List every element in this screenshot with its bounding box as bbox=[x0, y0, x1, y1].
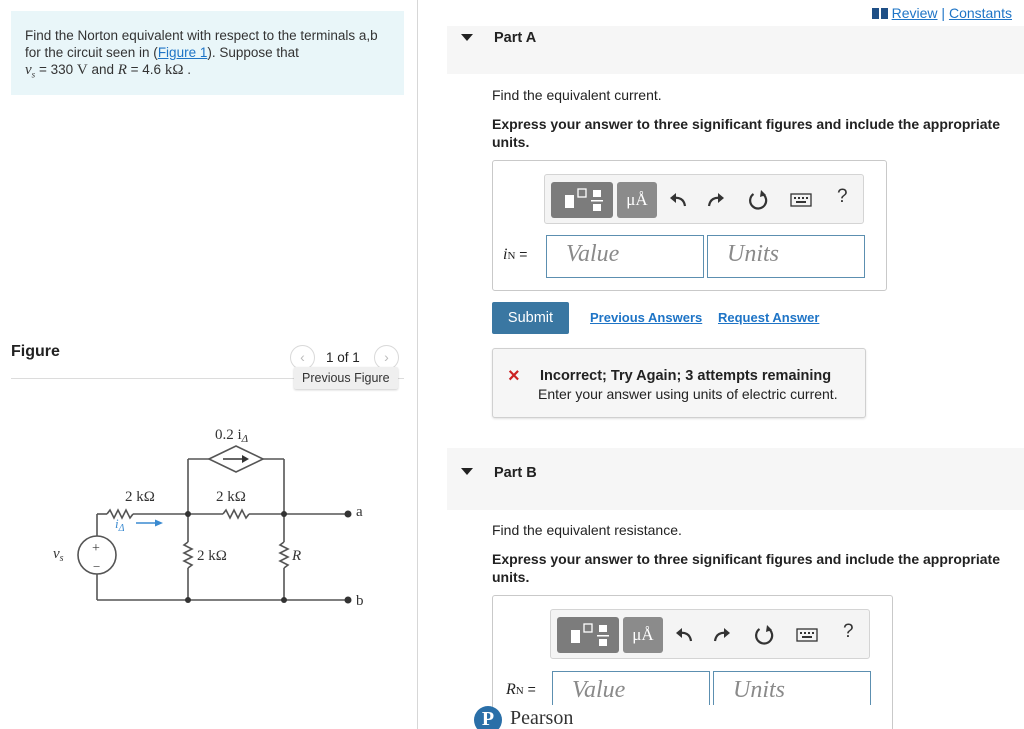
feedback-box bbox=[492, 348, 866, 418]
part-b-title: Part B bbox=[494, 465, 537, 481]
r1-label: 2 kΩ bbox=[125, 489, 155, 505]
book-icon bbox=[872, 8, 888, 19]
reset-icon[interactable] bbox=[747, 189, 769, 211]
submit-button[interactable]: Submit bbox=[492, 302, 569, 334]
minus-sign: − bbox=[93, 559, 101, 574]
caret-down-icon[interactable] bbox=[461, 468, 473, 475]
help-icon[interactable]: ? bbox=[837, 186, 848, 207]
left-panel bbox=[0, 0, 418, 729]
part-b-units-input[interactable]: Units bbox=[713, 671, 871, 705]
part-b-value-input[interactable]: Value bbox=[552, 671, 710, 705]
incorrect-icon: × bbox=[508, 365, 520, 387]
current-arrow-head-icon bbox=[155, 520, 163, 527]
fraction-template-icon bbox=[551, 182, 613, 218]
arrow-head-icon bbox=[242, 455, 249, 463]
plus-sign: + bbox=[92, 541, 100, 556]
part-a-units-input[interactable]: Units bbox=[707, 235, 865, 278]
top-links bbox=[872, 5, 1012, 21]
vs-unit: V bbox=[76, 62, 88, 78]
figure-link[interactable]: Figure 1 bbox=[157, 45, 208, 60]
dep-source-label: 0.2 $i_\Delta$ bbox=[215, 427, 249, 445]
resistor-r1 bbox=[107, 510, 133, 518]
vs-subscript: s bbox=[31, 69, 36, 80]
part-b-instruction: Express your answer to three significant figures and include the appropriate units. bbox=[492, 551, 1001, 585]
chevron-left-icon[interactable]: ‹ bbox=[290, 345, 315, 370]
problem-text: Find the Norton equivalent with respect to the terminals a,b for the circuit seen in ( bbox=[25, 28, 378, 60]
part-a-value-input[interactable]: Value bbox=[546, 235, 704, 278]
previous-figure-tooltip: Previous Figure bbox=[294, 367, 398, 389]
chevron-right-icon[interactable]: › bbox=[374, 345, 399, 370]
request-answer-link[interactable]: Request Answer bbox=[718, 310, 820, 325]
fraction-template-icon bbox=[557, 617, 619, 653]
ia-label: $i_\Delta$ bbox=[115, 516, 125, 534]
part-a-answer-label: iN = bbox=[503, 246, 528, 263]
feedback-message: Enter your answer using units of electric current. bbox=[538, 386, 838, 402]
redo-icon[interactable] bbox=[705, 189, 727, 211]
undo-icon[interactable] bbox=[667, 189, 689, 211]
circuit-diagram bbox=[40, 415, 380, 615]
template-icon[interactable] bbox=[551, 182, 613, 218]
r2-label: 2 kΩ bbox=[216, 489, 246, 505]
part-a-question: Find the equivalent current. bbox=[492, 87, 662, 103]
units-mu-button[interactable]: μÅ bbox=[623, 617, 663, 653]
r-value: = 4.6 bbox=[126, 62, 165, 77]
units-mu-button[interactable]: μÅ bbox=[617, 182, 657, 218]
part-b-answer-label: RN = bbox=[506, 681, 536, 698]
template-icon[interactable] bbox=[557, 617, 619, 653]
redo-icon[interactable] bbox=[711, 624, 733, 646]
problem-text-mid: ). Suppose that bbox=[207, 45, 299, 60]
caret-down-icon[interactable] bbox=[461, 34, 473, 41]
part-b-toolbar bbox=[550, 609, 870, 659]
pearson-brand: Pearson bbox=[510, 707, 574, 729]
previous-answers-link[interactable]: Previous Answers bbox=[590, 310, 703, 325]
resistor-r3 bbox=[184, 542, 192, 568]
resistor-r2 bbox=[223, 510, 249, 518]
reset-icon[interactable] bbox=[753, 624, 775, 646]
terminal-a bbox=[345, 511, 352, 518]
undo-icon[interactable] bbox=[673, 624, 695, 646]
right-panel bbox=[419, 0, 1024, 729]
vs-value: = 330 bbox=[35, 62, 77, 77]
pearson-mark-icon: P bbox=[474, 706, 502, 729]
part-a-answer-box bbox=[492, 160, 887, 291]
node-dot bbox=[281, 597, 287, 603]
problem-statement bbox=[11, 11, 404, 95]
part-a-title: Part A bbox=[494, 30, 537, 46]
vs-symbol: v bbox=[25, 62, 32, 78]
part-b-question: Find the equivalent resistance. bbox=[492, 522, 682, 538]
part-a-header[interactable] bbox=[447, 26, 1024, 74]
and-text: and bbox=[87, 62, 118, 77]
r3-label: 2 kΩ bbox=[197, 548, 227, 564]
r-symbol: R bbox=[117, 62, 127, 78]
terminal-b-label: b bbox=[356, 593, 364, 609]
link-separator: | bbox=[937, 5, 949, 21]
terminal-a-label: a bbox=[356, 504, 363, 520]
feedback-title: Incorrect; Try Again; 3 attempts remaining bbox=[540, 368, 832, 384]
review-link[interactable]: Review bbox=[891, 5, 938, 21]
constants-link[interactable]: Constants bbox=[948, 5, 1012, 21]
resistor-r bbox=[280, 542, 288, 568]
figure-count: 1 of 1 bbox=[326, 350, 360, 365]
r-unit: kΩ bbox=[164, 62, 184, 78]
node-dot bbox=[185, 511, 191, 517]
figure-title: Figure bbox=[11, 343, 60, 360]
help-icon[interactable]: ? bbox=[843, 621, 854, 642]
part-a-instruction: Express your answer to three significant figures and include the appropriate units. bbox=[492, 116, 1001, 150]
r-label: R bbox=[292, 548, 302, 564]
part-b-header[interactable] bbox=[447, 448, 1024, 510]
problem-end: . bbox=[183, 62, 191, 77]
keyboard-icon[interactable] bbox=[790, 192, 812, 208]
keyboard-icon[interactable] bbox=[796, 627, 818, 643]
node-dot bbox=[185, 597, 191, 603]
terminal-b bbox=[345, 597, 352, 604]
vs-label: $v_s$ bbox=[53, 546, 64, 564]
part-a-toolbar bbox=[544, 174, 864, 224]
node-dot bbox=[281, 511, 287, 517]
